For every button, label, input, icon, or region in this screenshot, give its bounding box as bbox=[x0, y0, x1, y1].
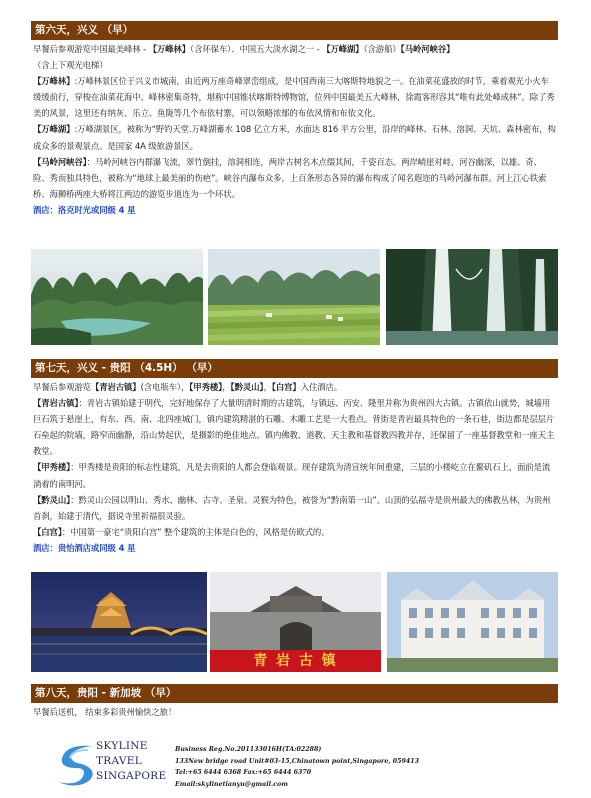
day6-body bbox=[33, 41, 557, 218]
day6-intro-wanfeng-lake: 【万峰湖】 bbox=[322, 44, 364, 54]
day7-para-title: 【黔灵山】 bbox=[33, 494, 71, 505]
day7-para-qianling bbox=[33, 492, 557, 524]
day7-intro-text: ， bbox=[222, 382, 231, 392]
day7-para-text: ：中国第一豪宅“贵阳白宫” 整个建筑的主体是白色的，风格是仿欧式的。 bbox=[61, 526, 330, 537]
day7-intro-qingyan: 【青岩古镇】 bbox=[90, 382, 141, 392]
day6-intro-fenglin: 【万峰林】 bbox=[148, 44, 190, 54]
day7-hotel: 酒店：贵怡酒店或同级 4 星 bbox=[33, 542, 136, 553]
day6-intro-text: 早餐后参观游览中国最美峰林 - bbox=[33, 44, 149, 54]
day7-para-title: 【青岩古镇】 bbox=[33, 398, 79, 409]
day7-para-text: ：甲秀楼是贵阳的标志性建筑，凡是去贵阳的人都会登临观景。现存建筑为清宣统年间重建，三层的小楼屹立在鳌矶石上，面前是流淌着的南明河。 bbox=[33, 462, 551, 489]
day7-intro bbox=[33, 379, 557, 395]
skyline-logo-text bbox=[96, 739, 166, 784]
business-reg: Business Reg.No.201133016H(TA:02288) bbox=[175, 746, 322, 753]
maling-canyon-photo bbox=[386, 249, 558, 345]
day6-intro-maling: 【马岭河峡谷】 bbox=[400, 44, 455, 54]
day6-para-lake bbox=[33, 121, 557, 153]
day7-para-baigong bbox=[33, 524, 557, 540]
qingyan-gate-photo bbox=[210, 572, 381, 672]
day7-para-text: ：黔灵山公园以明山、秀水、幽林、古寺、圣泉、灵猴为特色，被誉为“黔南第一山”。山顶的弘福寺是贵州最大的佛教丛林，为贵州首刹，始建于清代，据说寺里祈福很灵验。 bbox=[33, 494, 551, 521]
day6-intro bbox=[33, 41, 557, 73]
skyline-logo-icon bbox=[52, 740, 102, 788]
day7-intro-jiaxiu: 【甲秀楼】 bbox=[189, 382, 223, 392]
day7-intro-baigong: 【白宫】 bbox=[271, 382, 301, 392]
day7-intro-text: (含电瓶车）， bbox=[140, 382, 190, 392]
day7-para-qingyan bbox=[33, 395, 557, 459]
day8-body bbox=[33, 704, 557, 720]
logo-line: TRAVEL bbox=[96, 755, 142, 767]
day8-text: 早餐后送机， 结束多彩贵州愉快之旅！ bbox=[33, 707, 177, 717]
day6-intro-text: （含游船） bbox=[363, 44, 401, 54]
day7-para-title: 【白宫】 bbox=[33, 526, 62, 537]
day6-intro-text: （含上下观光电梯） bbox=[33, 60, 108, 71]
day6-para-fenglin bbox=[33, 73, 557, 121]
day6-para-text: :万峰林景区位于兴义市城南，由近两万座奇峰翠峦组成，是中国西南三大喀斯特地貌之一。在油菜花盛放的时节，乘着观光小火车缓缓前行，穿梭在油菜花海中。峰林密集奇特，堪称中国锥状喀斯特博物馆，位列中国最美五大峰林，徐霞客形容其“唯有此处峰成林”。除了秀美的风景，这里还有纳灰、乐立、鱼陇等几个布依村寨，可以领略浓郁的布依风情和布依文化。 bbox=[33, 76, 555, 119]
jiaxiu-tower-night-photo bbox=[31, 572, 207, 672]
wanfenglin-photo bbox=[31, 249, 203, 345]
day6-para-title: 【马岭河峡谷】 bbox=[33, 156, 87, 167]
day6-para-maling bbox=[33, 154, 557, 202]
company-address: 133New bridge road Unit#03-15,Chinatown point,Singapore, 059413 bbox=[175, 757, 420, 765]
day7-header: 第七天，兴义 - 贵阳 （4.5H） （早） bbox=[31, 359, 558, 378]
day7-intro-qianling: 【黔灵山】 bbox=[230, 382, 264, 392]
day6-intro-text: （含环保车）、中国五大淡水湖之一 - bbox=[190, 44, 323, 54]
white-palace-photo bbox=[387, 572, 558, 672]
day7-para-text: ：青岩古镇始建于明代，完好地保存了大量明清时期的古建筑，与镇远、丙安、隆里并称为贵州四大古镇。古镇依山就势，城墙用巨石筑于悬崖上，有东、西、南、北四座城门，镇内建筑精湛的石雕、木雕工艺是一大看点。背街是青岩最具特色的一条石巷，街边都是层层片石垒起的院墙，路窄而幽静，沿山势起伏，是摄影的绝佳地点。镇内佛教、道教、天主教和基督教四教并存，还保留了一座基督教堂和一座天主教堂。 bbox=[33, 398, 555, 457]
day7-intro-text: 早餐后参观游览 bbox=[33, 382, 91, 392]
day6-hotel: 酒店：洛克时光或同级 4 星 bbox=[33, 204, 136, 215]
day6-para-text: ：马岭河峡谷内群瀑飞流，翠竹倒挂，溶洞相连，两岸古树名木点缀其间，千姿百态。两岸峭崖对峙，河谷幽深，以雄、奇、险、秀而独具特色，被称为“地球上最美丽的伤疤”。峡谷内瀑布众多，上百条形态各异的瀑布构成了闻名遐迩的马岭河瀑布群。河上江心铁索桥、海狮桥两座大桥将江两边的游览步道连为一个环状。 bbox=[33, 156, 547, 199]
company-email: Email:skylinetianyu@gmail.com bbox=[175, 780, 288, 788]
day7-intro-text: ， bbox=[263, 382, 272, 392]
company-phone: Tel:+65 6444 6368 Fax:+65 6444 6370 bbox=[175, 769, 312, 777]
day6-para-title: 【万峰林】 bbox=[33, 76, 75, 87]
logo-line: SKYLINE bbox=[96, 740, 148, 752]
day6-para-title: 【万峰湖】 bbox=[33, 124, 75, 135]
day7-para-jiaxiu bbox=[33, 459, 557, 491]
day6-header: 第六天，兴义 （早） bbox=[31, 21, 558, 40]
day7-para-title: 【甲秀楼】 bbox=[33, 462, 71, 473]
day8-header: 第八天，贵阳 - 新加坡 （早） bbox=[31, 684, 558, 703]
qingyan-sign-text: 青 岩 古 镇 bbox=[253, 653, 338, 669]
day7-body bbox=[33, 379, 557, 556]
logo-line: SINGAPORE bbox=[96, 770, 167, 782]
company-info bbox=[175, 744, 419, 790]
day6-para-text: :万峰湖景区，被称为“野钓天堂.万峰湖蓄水 108 亿立方米，水面达 816 平方公里，沿岸的峰林、石林、溶洞、天坑、森林密布，构成众多的景观景点。是国家 4A 级旅游景区。 bbox=[33, 124, 556, 151]
terrace-valley-photo bbox=[208, 249, 380, 345]
day7-intro-text: 入住酒店。 bbox=[300, 382, 343, 392]
